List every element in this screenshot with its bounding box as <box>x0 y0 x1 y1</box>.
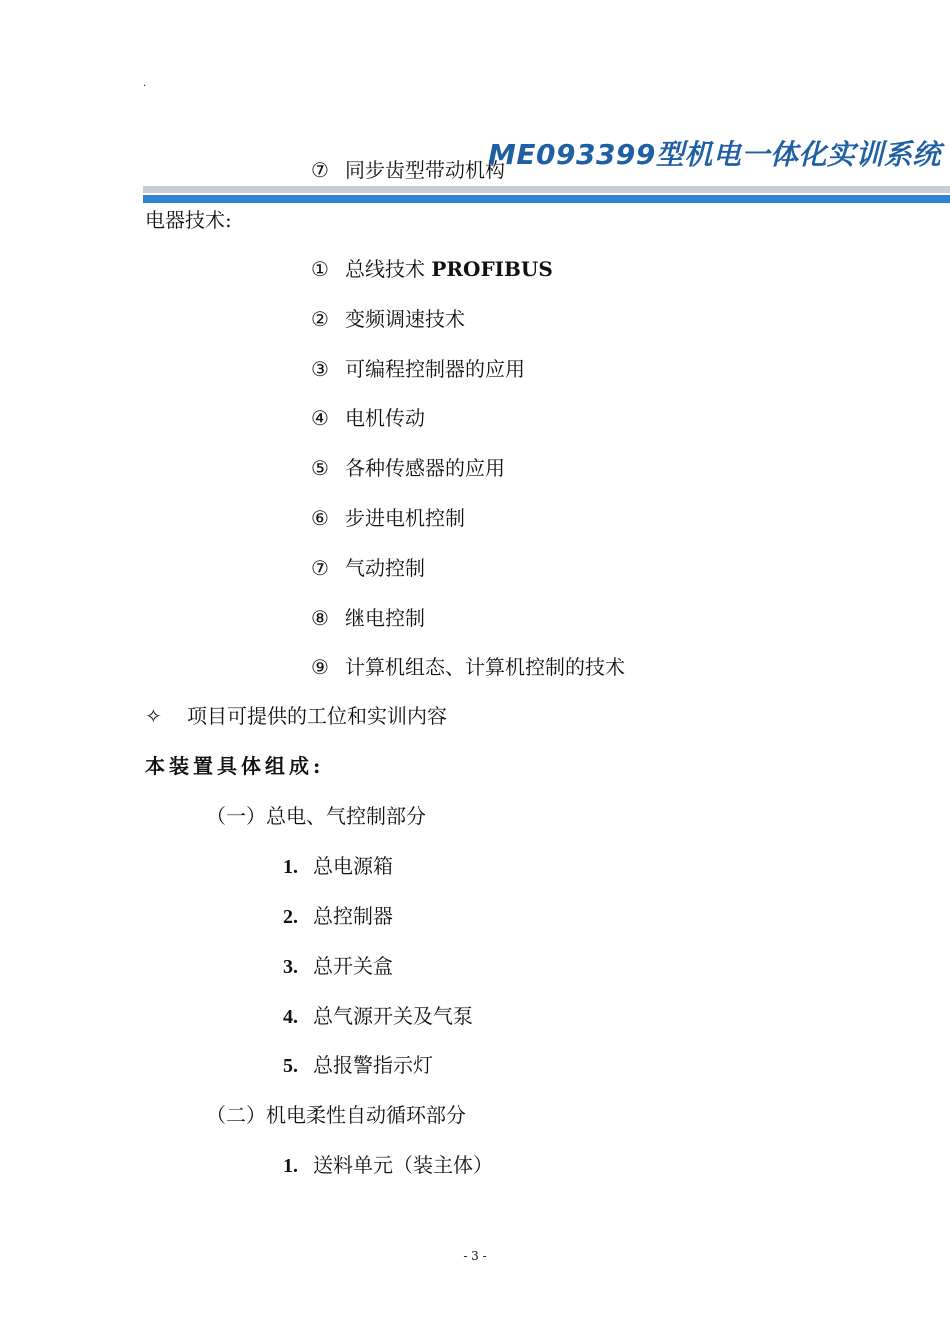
circled-marker: ⑤ <box>311 456 329 480</box>
item-number: 2. <box>283 906 298 928</box>
item-text: 总控制器 <box>313 904 393 928</box>
circled-marker: ⑦ <box>311 158 329 182</box>
numbered-item <box>283 1003 473 1030</box>
item-number: 4. <box>283 1006 298 1028</box>
numbered-item <box>283 953 393 980</box>
header-title: ME093399型机电一体化实训系统 <box>488 138 941 171</box>
list-item <box>311 654 625 680</box>
list-item <box>311 505 465 531</box>
list-item-sync-belt <box>311 157 505 183</box>
list-item-text: 各种传感器的应用 <box>345 456 505 480</box>
list-item <box>311 605 425 631</box>
list-item-bold-text: PROFIBUS <box>431 257 553 281</box>
item-number: 5. <box>283 1055 298 1077</box>
list-item-text: 总线技术 <box>345 257 432 281</box>
list-item-text: 气动控制 <box>345 556 425 580</box>
item-text: 送料单元（装主体） <box>313 1153 493 1177</box>
list-item <box>311 256 553 282</box>
project-text: 项目可提供的工位和实训内容 <box>187 704 447 728</box>
circled-marker: ④ <box>311 406 329 430</box>
numbered-item <box>283 1152 493 1179</box>
circled-marker: ② <box>311 307 329 331</box>
item-number: 3. <box>283 956 298 978</box>
header-dot: . <box>143 78 147 89</box>
header-rule-gray <box>143 186 950 193</box>
electrical-heading: 电器技术: <box>145 208 232 232</box>
list-item <box>311 555 425 581</box>
part1-title: （一）总电、气控制部分 <box>206 804 426 828</box>
circled-marker: ⑨ <box>311 655 329 679</box>
numbered-item <box>283 1052 433 1079</box>
item-text: 总报警指示灯 <box>313 1053 433 1077</box>
project-bullet-line <box>145 703 447 729</box>
circled-marker: ③ <box>311 357 329 381</box>
list-item <box>311 455 505 481</box>
diamond-bullet-icon: ✧ <box>145 704 162 728</box>
list-item-text: 继电控制 <box>345 606 425 630</box>
list-item-text: 步进电机控制 <box>345 506 465 530</box>
item-text: 总开关盒 <box>313 954 393 978</box>
header-rule-blue <box>143 195 950 203</box>
numbered-item <box>283 853 393 880</box>
item-number: 1. <box>283 856 298 878</box>
circled-marker: ① <box>311 257 329 281</box>
item-text: 总电源箱 <box>313 854 393 878</box>
item-text: 总气源开关及气泵 <box>313 1004 473 1028</box>
circled-marker: ⑧ <box>311 606 329 630</box>
circled-marker: ⑥ <box>311 506 329 530</box>
list-item-text: 可编程控制器的应用 <box>345 357 525 381</box>
part2-title: （二）机电柔性自动循环部分 <box>206 1103 466 1127</box>
composition-heading: 本装置具体组成: <box>145 754 325 778</box>
item-number: 1. <box>283 1155 298 1177</box>
list-item <box>311 306 465 332</box>
list-item-text: 变频调速技术 <box>345 307 465 331</box>
page-number: - 3 - <box>463 1249 487 1263</box>
list-item <box>311 405 425 431</box>
list-item <box>311 356 525 382</box>
circled-marker: ⑦ <box>311 556 329 580</box>
list-item-text: 计算机组态、计算机控制的技术 <box>345 655 625 679</box>
numbered-item <box>283 903 393 930</box>
list-item-text: 电机传动 <box>345 406 425 430</box>
list-item-text: 同步齿型带动机构 <box>345 158 505 182</box>
